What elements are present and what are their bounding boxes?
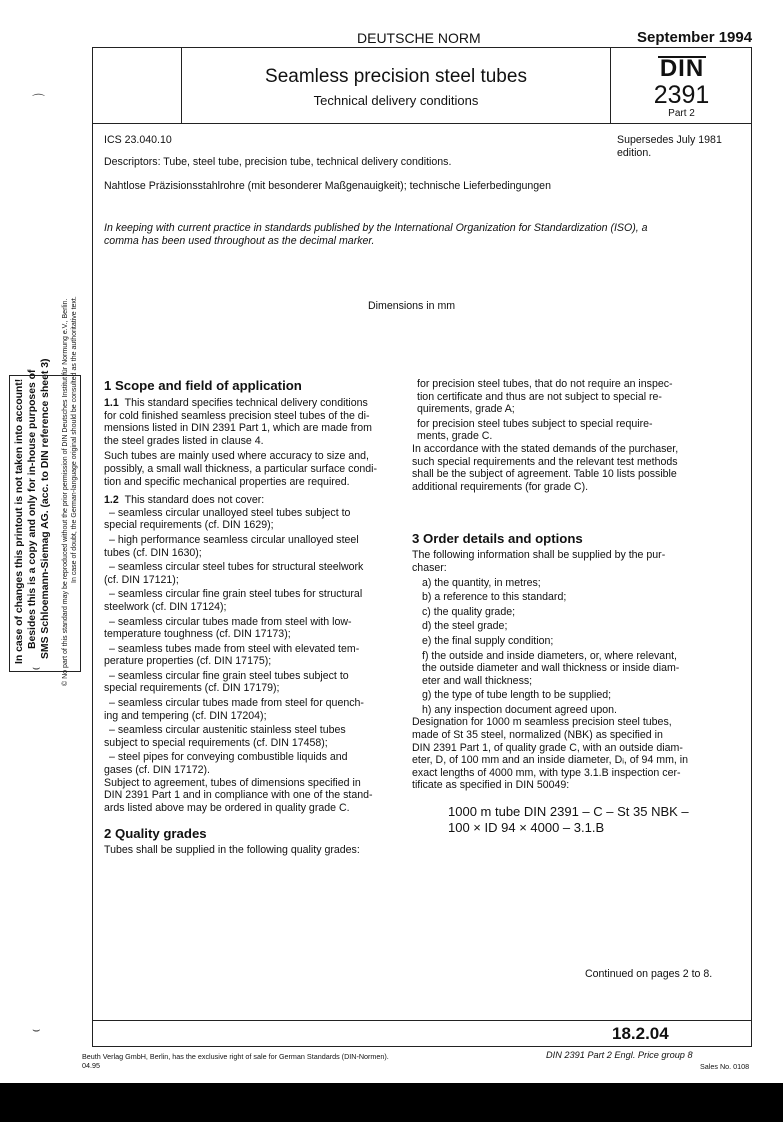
exclusion-line: – seamless circular tubes made from steel for quench- [109, 697, 364, 710]
copyright-line-2: In case of doubt, the German-language original should be consulted as the authoritative text. [71, 296, 78, 583]
sales-number: Sales No. 0108 [700, 1062, 750, 1071]
exclusion-line: subject to special requirements (cf. DIN 17458); [104, 736, 328, 749]
intro-line: chaser: [412, 561, 447, 574]
left-column [104, 378, 399, 857]
exclusion-line: (cf. DIN 17121); [104, 573, 179, 586]
document-subtitle: Technical delivery conditions [313, 93, 479, 108]
grade-line: for precision steel tubes subject to special require- [417, 417, 653, 430]
grade-line: quirements, grade A; [417, 403, 515, 416]
copyright-line-1: © No part of this standard may be reproduced without the prior permission of DIN Deutsches Institut für Normung e.V., Berlin. [62, 298, 69, 686]
exclusion-line: special requirements (cf. DIN 17179); [104, 682, 280, 695]
exclusion-line: – seamless circular fine grain steel tubes for structural [109, 588, 363, 601]
formula-line-2: 100 × ID 94 × 4000 – 3.1.B [448, 820, 605, 836]
scan-edge-bar [0, 1083, 783, 1122]
iso-note-line-2: comma has been used throughout as the decimal marker. [104, 235, 375, 247]
clause-1-2 [104, 494, 399, 776]
grade-line: for precision steel tubes, that do not require an inspec- [417, 378, 673, 390]
exclusion-line: temperature toughness (cf. DIN 17173); [104, 628, 291, 641]
exclusion-line: – seamless circular steel tubes for structural steelwork [109, 561, 364, 574]
exclusion-line: – high performance seamless circular unalloyed steel [109, 533, 359, 546]
designation-line: Designation for 1000 m seamless precision steel tubes, [412, 716, 672, 729]
order-item: g) the type of tube length to be supplied; [422, 689, 612, 702]
german-title: Nahtlose Präzisionsstahlrohre (mit besonderer Maßgenauigkeit); technische Lieferbedingungen [104, 180, 551, 192]
din-number: 2391 [653, 81, 710, 109]
exclusion-line: – seamless circular unalloyed steel tubes subject to [109, 506, 351, 519]
section-3-heading: 3 Order details and options [412, 531, 583, 547]
order-item: d) the steel grade; [422, 620, 508, 633]
exclusion-line: perature properties (cf. DIN 17175); [104, 655, 272, 668]
quality-grades [412, 378, 742, 443]
notice-line-2: Besides this is a copy and only for in-house purposes of [27, 369, 38, 649]
punch-hole-mark: ⌒ [32, 93, 46, 108]
order-item: h) any inspection document agreed upon. [422, 703, 617, 716]
exclusion-line: tubes (cf. DIN 1630); [104, 546, 202, 559]
notice-line-3: SMS Schloemann-Siemag AG. (acc. to DIN reference sheet 3) [40, 358, 51, 659]
usage-line: possibly, a small wall thickness, a particular surface condi- [104, 462, 377, 475]
clause-1-1-usage [104, 450, 399, 488]
exclusion-line: gases (cf. DIN 17172). [104, 764, 210, 777]
order-item: c) the quality grade; [422, 605, 516, 618]
descriptors: Descriptors: Tube, steel tube, precision tube, technical delivery conditions. [104, 156, 452, 168]
designation-line: made of St 35 steel, normalized (NBK) as specified in [412, 729, 663, 742]
publisher-note: Beuth Verlag GmbH, Berlin, has the exclusive right of sale for German Standards (DIN-Normen). [82, 1052, 389, 1061]
designation-line: exact lengths of 4000 mm, with type 3.1.B inspection cer- [412, 766, 681, 779]
clause-1-1 [104, 397, 399, 447]
exclusion-line: – seamless circular tubes made from steel with low- [109, 615, 352, 628]
section-3-intro [412, 549, 742, 574]
exclusion-line: – steel pipes for conveying combustible liquids and [109, 751, 348, 764]
order-item: a) the quantity, in metres; [422, 576, 541, 589]
grade-line: ments, grade C. [417, 430, 493, 443]
punch-hole-mark: ⌣ [32, 660, 41, 675]
agreement-line: Subject to agreement, tubes of dimensions specified in [104, 776, 361, 789]
intro-line: The following information shall be supplied by the pur- [412, 549, 666, 562]
section-2-heading: 2 Quality grades [104, 826, 207, 842]
order-item: b) a reference to this standard; [422, 591, 567, 604]
designation-paragraph [412, 716, 742, 792]
price-group: DIN 2391 Part 2 Engl. Price group 8 [546, 1050, 693, 1060]
document-title: Seamless precision steel tubes [265, 66, 527, 87]
notice-line-1: In case of changes this printout is not taken into account! [14, 378, 25, 664]
order-item: f) the outside and inside diameters, or, where relevant, [422, 649, 677, 662]
din-logo [641, 55, 723, 83]
designation-formula [412, 804, 742, 836]
ics-code: ICS 23.040.10 [104, 134, 172, 146]
dimensions-note: Dimensions in mm [368, 300, 456, 312]
order-item: e) the final supply condition; [422, 634, 554, 647]
supersedes-line-1: Supersedes July 1981 [617, 134, 722, 146]
exclusion-line: steelwork (cf. DIN 17124); [104, 600, 227, 613]
clause-1-1-number: 1.1 [104, 397, 119, 409]
designation-line: tificate as specified in DIN 50049: [412, 779, 570, 792]
clause-1-1-line: the steel grades listed in clause 4. [104, 434, 264, 447]
order-item: eter and wall thickness; [422, 674, 533, 687]
accordance-line: shall be the subject of agreement. Table 10 lists possible [412, 468, 677, 481]
accordance-line: such special requirements and the relevant test methods [412, 455, 678, 468]
clause-1-1-line: for cold finished seamless precision steel tubes of the di- [104, 409, 370, 422]
designation-line: DIN 2391 Part 1, of quality grade C, with an outside diam- [412, 741, 683, 754]
iso-note-line-1: In keeping with current practice in standards published by the International Organization for Standardization (ISO), a [104, 222, 648, 234]
accordance-line: additional requirements (for grade C). [412, 480, 589, 493]
agreement-line: DIN 2391 Part 1 and in compliance with one of the stand- [104, 789, 373, 802]
din-logo-text: DIN [659, 55, 705, 82]
footer-rule [92, 1020, 752, 1021]
clause-1-2-agreement [104, 777, 399, 815]
accordance-line: In accordance with the stated demands of the purchaser, [412, 442, 679, 455]
order-item: the outside diameter and wall thickness or inside diam- [422, 662, 680, 675]
accordance-paragraph [412, 443, 742, 493]
clause-1-2-intro: This standard does not cover: [124, 494, 265, 507]
grade-line: tion certificate and thus are not subject to special re- [417, 390, 662, 403]
clause-1-1-line: mensions listed in DIN 2391 Part 1, which are made from [104, 422, 372, 435]
din-part: Part 2 [668, 108, 695, 119]
agreement-line: ards listed above may be ordered in quality grade C. [104, 801, 350, 814]
publication-date: September 1994 [637, 29, 753, 46]
right-column [412, 378, 742, 836]
standard-org: DEUTSCHE NORM [357, 30, 481, 46]
formula-line-1: 1000 m tube DIN 2391 – C – St 35 NBK – [448, 804, 689, 820]
clause-1-2-number: 1.2 [104, 494, 119, 507]
designation-line: eter, D, of 100 mm and an inside diameter, Dᵢ, of 94 mm, in [412, 754, 689, 767]
order-items [412, 577, 742, 717]
exclusion-line: ing and tempering (cf. DIN 17204); [104, 709, 267, 722]
section-1-heading: 1 Scope and field of application [104, 378, 302, 393]
edition-date: 04.95 [82, 1061, 100, 1070]
footer-code: 18.2.04 [612, 1024, 669, 1043]
supersedes-line-2: edition. [617, 147, 652, 159]
exclusion-line: – seamless circular austenitic stainless steel tubes [109, 724, 346, 737]
usage-line: tion and specific mechanical properties are required. [104, 475, 350, 488]
punch-hole-mark: ⌣ [32, 1022, 41, 1037]
clause-1-1-line: This standard specifies technical delivery conditions [124, 397, 368, 409]
continued-note: Continued on pages 2 to 8. [585, 968, 713, 980]
usage-line: Such tubes are mainly used where accuracy to size and, [104, 450, 369, 463]
exclusion-line: – seamless circular fine grain steel tubes subject to [109, 669, 349, 682]
section-2-text: Tubes shall be supplied in the following quality grades: [104, 844, 360, 857]
exclusion-line: special requirements (cf. DIN 1629); [104, 519, 274, 532]
exclusion-line: – seamless tubes made from steel with elevated tem- [109, 642, 360, 655]
